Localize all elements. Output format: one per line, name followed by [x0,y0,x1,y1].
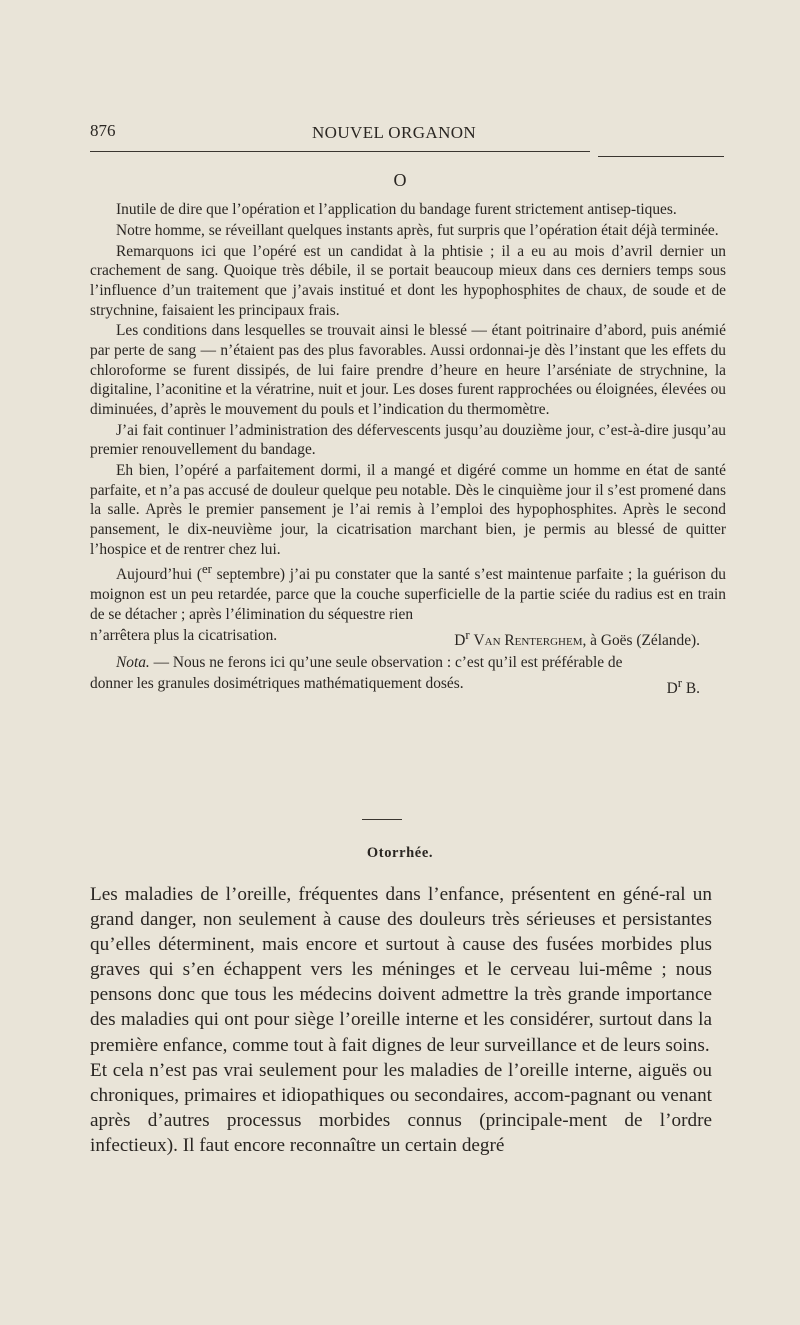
header-rule-right [598,156,724,157]
page-number: 876 [90,121,116,140]
paragraph: Eh bien, l’opéré a parfaitement dormi, il a mangé et digéré comme un homme en état de santé parfaite, et n’a pas accusé de douleur quelque peu notable. Dès le cinquième jour il s’est promené dans la salle. Après le premier pansement je l’ai remis à l’emploi des hypophosphites. Après le second pansement, le dix-neuvième jour, la cicatrisation marchant bien, je permis au blessé de quitter l’hospice et de rentrer chez lui. [90,462,726,558]
nota-sig-name: B. [682,680,700,698]
header-rule [90,151,590,152]
superscript: er [201,562,212,577]
text: septembre) j’ai pu constater que la santé s’est maintenue parfaite ; la guérison du moignon est un peu retardée, parce que la couche superficielle de la partie sciée du radius est en train de se détacher ; après l’élimination du séquestre rien [90,566,726,623]
author-signature [454,626,700,651]
paragraph: J’ai fait continuer l’administration des défervescents jusqu’au douzième jour, c’est-à-dire jusqu’au premier renouvellement du bandage. [90,421,726,459]
text: Aujourd’hui ( [116,566,202,584]
paragraph: Notre homme, se réveillant quelques instants après, fut surpris que l’opération était déjà terminée. [116,221,719,239]
second-article [90,882,712,1158]
signature-line [90,626,726,651]
paragraph: Inutile de dire que l’opération et l’application du bandage furent strictement antisep-tiques. [116,201,677,218]
paragraph: Et cela n’est pas vrai seulement pour les maladies de l’oreille interne, aiguës ou chroniques, primaires et idiopathiques ou secondaires, accom-pagnant ou venant après d’autres processus morbides connus (principale-ment de l’ordre infectieux). Il faut encore reconnaître un certain degré [90,1059,712,1156]
first-article [90,200,726,699]
signature-name: Van Renterghem [473,631,583,649]
page-header [90,117,724,147]
nota-text-end: donner les granules dosimétriques mathématiquement dosés. [90,675,464,693]
paragraph: Les conditions dans lesquelles se trouvait ainsi le blessé — étant poitrinaire d’abord, puis anémié par perte de sang — n’étaient pas des plus favorables. Aussi ordonnai-je dès l’instant que les effets du chloroforme se furent dissipés, de lui faire prendre d’heure en heure l’arséniate de strychnine, la digitaline, l’aconitine et la vératrine, nuit et jour. Les doses furent rapprochées ou éloignées, élevées ou diminuées, d’après le mouvement du pouls et l’indication du thermomètre. [90,322,726,418]
paragraph-date [90,560,726,624]
nota-text: — Nous ne ferons ici qu’une seule observation : c’est qu’il est préférable de [149,654,623,672]
signature-title: D [454,631,466,649]
section-symbol: O [393,170,407,190]
article-separator [362,819,402,820]
signature-place: , à Goës (Zélande). [582,631,700,649]
nota-signature [667,674,700,699]
nota-sig-sup: r [677,676,683,691]
nota-label: Nota. [116,654,150,672]
signature-title-sup: r [465,627,470,642]
closing-text: n’arrêtera plus la cicatrisation. [90,626,278,644]
paragraph: Les maladies de l’oreille, fréquentes dans l’enfance, présentent en géné-ral un grand danger, non seulement à cause des douleurs très sérieuses et persistantes qu’elles déterminent, mais encore et surtout à cause des fusées morbides plus graves qui s’en échappent vers les méninges et le cerveau lui-même ; nous pensons donc que tous les médecins doivent admettre la très grande importance des maladies qui ont pour siège l’oreille interne et les considérer, surtout dans la première enfance, comme tout à fait dignes de leur surveillance et de leurs soins. [90,884,712,1056]
nota-signature-line [90,674,726,699]
running-title: NOUVEL ORGANON [312,123,477,142]
nota-sig-title: D [666,680,678,698]
section-heading: Otorrhée. [366,845,434,861]
nota-paragraph [90,653,726,673]
paragraph: Remarquons ici que l’opéré est un candidat à la phtisie ; il a eu au mois d’avril dernier un crachement de sang. Quoique très débile, il se portait beaucoup mieux dans ces derniers temps sous l’influence d’un traitement que j’avais institué et dont les hypophosphites de chaux, de soude et de strychnine, faisaient les principaux frais. [90,242,726,319]
